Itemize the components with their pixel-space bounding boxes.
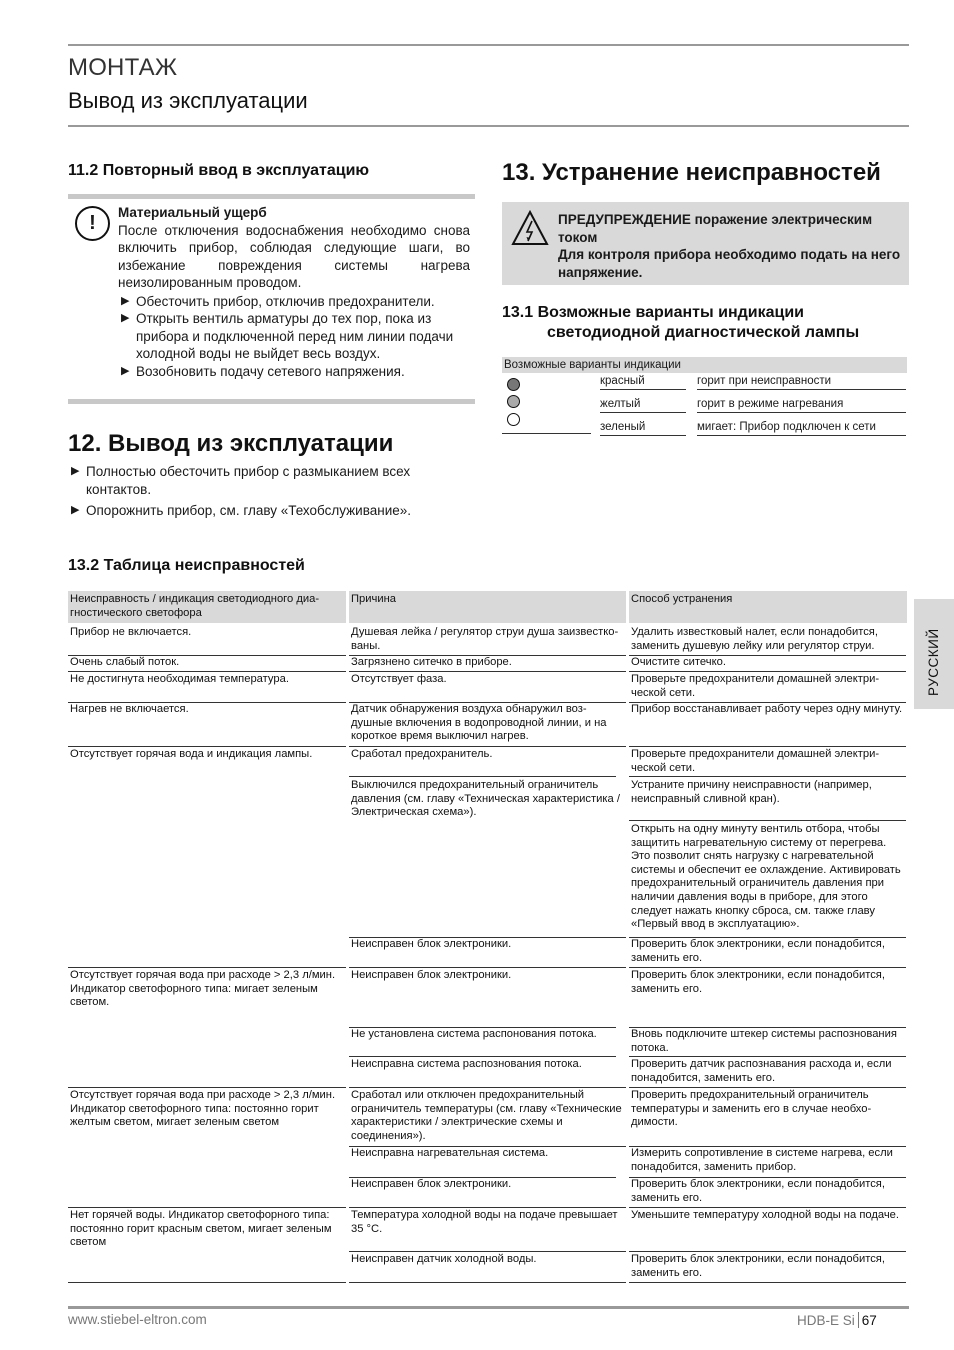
section-13-1-heading: 13.1 Возможные варианты индикации светодиодной диагностической лампы	[502, 304, 860, 341]
row-rule	[349, 671, 626, 672]
remedy-cell: Проверить предохранительный ограничитель температуры и заменить его в случае необходимости.	[631, 1089, 872, 1129]
list-item: ▶ Опорожнить прибор, см. главу «Техобслуживание».	[71, 503, 411, 518]
remedy-cell: Уменьшите температуру холодной воды на подаче.	[631, 1209, 900, 1221]
row-rule	[349, 746, 626, 747]
row-rule	[697, 435, 906, 436]
arrow-right-icon: ▶	[121, 312, 130, 324]
row-rule	[629, 671, 906, 672]
cause-cell: Неисправен датчик холодной воды.	[351, 1253, 537, 1265]
row-rule	[629, 1282, 906, 1283]
row-rule	[600, 435, 686, 436]
led-green-icon	[507, 413, 520, 426]
cause-cell: Неисправна система распознования потока.	[351, 1058, 582, 1070]
remedy-cell: Проверить блок электроники, если понадобится, заменить его.	[631, 938, 885, 964]
cause-cell: Сработал предохранитель.	[351, 748, 493, 760]
row-rule	[629, 746, 906, 747]
cause-cell: Выключился предохранительный ограничитель давления (см. главу «Техническая характеристика / Электрическая схема»).	[351, 779, 620, 819]
indication-color: желтый	[600, 398, 641, 410]
section-12-heading: 12. Вывод из эксплуатации	[68, 430, 394, 457]
cause-cell: Сработал или отключен предохранительный ограничитель температуры (см. главу «Технические характеристики / электрические схемы и соединения»).	[351, 1089, 622, 1142]
remedy-cell: Проверить датчик распознавания расхода и, если понадобится, заменить его.	[631, 1058, 892, 1084]
section-13-heading: 13. Устранение неисправностей	[502, 159, 881, 186]
row-rule	[629, 1251, 906, 1252]
row-rule	[68, 1087, 346, 1088]
row-rule	[697, 412, 906, 413]
indication-color: зеленый	[600, 421, 646, 433]
row-rule	[629, 1207, 906, 1208]
fault-cell: Не достигнута необходимая температура.	[70, 673, 289, 685]
remedy-cell: Очистите ситечко.	[631, 656, 726, 668]
section-13-2-heading: 13.2 Таблица неисправностей	[68, 557, 305, 574]
row-rule	[68, 746, 346, 747]
fault-cell: Прибор не включается.	[70, 626, 192, 638]
indication-state: мигает: Прибор подключен к сети	[697, 421, 876, 433]
language-tab	[914, 599, 954, 709]
row-rule	[629, 967, 906, 968]
remedy-cell: Измерить сопротивление в системе нагрева, если понадобится, заменить прибор.	[631, 1147, 893, 1173]
row-rule	[349, 1251, 626, 1252]
notice-body: После отключения водоснабжения необходимо снова включить прибор, соблюдая следующие шаги, во избежание повреждения системы нагрева неизолированным проводом.	[118, 222, 470, 290]
cause-cell: Температура холодной воды на подаче превышает 35 °C.	[351, 1209, 618, 1235]
row-rule	[68, 1282, 346, 1283]
column-header-remedy: Способ устранения	[631, 593, 733, 605]
language-tab-label: РУССКИЙ	[926, 628, 941, 696]
section-11-2-heading: 11.2 Повторный ввод в эксплуатацию	[68, 162, 370, 179]
notice-bullet: ▶ Открыть вентиль арматуры до тех пор, пока из прибора и подключенной перед ним линии подачи холодной воды не выйдет весь воздух.	[121, 311, 454, 361]
fault-cell: Нагрев не включается.	[70, 703, 189, 715]
footer-rule	[68, 1306, 909, 1309]
arrow-right-icon: ▶	[71, 504, 80, 516]
high-voltage-warning-icon	[511, 210, 549, 246]
fault-cell: Отсутствует горячая вода при расходе > 2,3 л/мин. Индикатор светофорного типа: постоянно горит желтым светом, мигает зеленым светом	[70, 1089, 336, 1129]
indication-state: горит при неисправности	[697, 375, 832, 387]
section-12-list	[68, 463, 463, 520]
cause-cell: Загрязнено ситечко в приборе.	[351, 656, 512, 668]
notice-bullet: ▶ Возобновить подачу сетевого напряжения.	[121, 363, 405, 379]
indication-table-header: Возможные варианты индикации	[502, 357, 907, 373]
column-header-fault: Неисправность / индикация светодиодного диагностического светофора	[70, 593, 320, 619]
remedy-cell: Проверьте предохранители домашней электрической сети.	[631, 673, 880, 699]
warning-text	[558, 211, 904, 281]
remedy-cell: Устраните причину неисправности (например, неисправный сливной кран).	[631, 779, 872, 805]
remedy-cell: Проверьте предохранители домашней электрической сети.	[631, 748, 880, 774]
cause-cell: Не установлена система распонования потока.	[351, 1028, 597, 1040]
cause-cell: Отсутствует фаза.	[351, 673, 447, 685]
arrow-right-icon: ▶	[121, 364, 130, 377]
notice-top-bar	[68, 194, 475, 199]
remedy-cell: Удалить известковый налет, если понадобится, заменить душевую лейку или регулятор струи.	[631, 626, 878, 652]
cause-cell: Неисправен блок электроники.	[351, 969, 512, 981]
notice-text	[118, 204, 470, 380]
row-rule	[629, 1087, 906, 1088]
fault-cell: Очень слабый поток.	[70, 656, 180, 668]
row-rule	[349, 1207, 626, 1208]
arrow-right-icon: ▶	[121, 294, 130, 307]
row-rule	[600, 389, 686, 390]
cause-cell: Датчик обнаружения воздуха обнаружил воздушные включения в водопроводной линии, и на короткое время выключил нагрев.	[351, 703, 607, 743]
arrow-right-icon: ▶	[71, 465, 80, 477]
remedy-cell: Проверить блок электроники, если понадобится, заменить его.	[631, 969, 885, 995]
row-rule	[349, 1282, 626, 1283]
fault-cell: Отсутствует горячая вода и индикация лампы.	[70, 748, 313, 760]
notice-title: Материальный ущерб	[118, 205, 267, 220]
cause-cell: Неисправна нагревательная система.	[351, 1147, 549, 1159]
remedy-cell: Прибор восстанавливает работу через одну минуту.	[631, 703, 903, 715]
row-rule	[629, 820, 906, 821]
material-damage-notice	[68, 194, 475, 404]
list-item: ▶ Полностью обесточить прибор с размыканием всех контактов.	[71, 464, 411, 497]
remedy-cell: Открыть на одну минуту вентиль отбора, чтобы защитить нагревательную систему от перегрева. Это позволит снять нагрузку с нагревательной системы и обеспечит ее охлаждение. Активировать предохранительный ограничитель давления при наличии давления воды в приборе, для этого следует нажать кнопку сброса, см. также главу «Первый ввод в эксплуатацию».	[631, 823, 901, 931]
row-rule	[349, 776, 616, 777]
row-rule	[629, 776, 906, 777]
row-rule	[697, 389, 906, 390]
cause-cell: Душевая лейка / регулятор струи душа заизвесткованы.	[351, 626, 619, 652]
header-bottom-rule	[68, 125, 909, 127]
indication-led-rule	[502, 433, 591, 434]
chapter-title: МОНТАЖ	[68, 54, 178, 81]
footer-url: www.stiebel-eltron.com	[68, 1312, 207, 1327]
row-rule	[349, 1056, 616, 1057]
warning-line-2: Для контроля прибора необходимо подать на него напряжение.	[558, 247, 901, 280]
row-rule	[349, 1087, 626, 1088]
row-rule	[68, 671, 346, 672]
footer-page-info	[797, 1312, 877, 1328]
led-yellow-icon	[507, 395, 520, 408]
footer-separator	[858, 1312, 859, 1328]
row-rule	[68, 967, 346, 968]
chapter-subtitle: Вывод из эксплуатации	[68, 88, 308, 113]
footer-model: HDB-E Si	[797, 1313, 855, 1328]
cause-cell: Неисправен блок электроники.	[351, 938, 512, 950]
electric-shock-warning	[502, 202, 909, 285]
exclamation-circle-icon: !	[75, 206, 110, 241]
row-rule	[600, 412, 686, 413]
fault-cell: Отсутствует горячая вода при расходе > 2,3 л/мин. Индикатор светофорного типа: мигает зеленым светом.	[70, 969, 336, 1009]
fault-cell: Нет горячей воды. Индикатор светофорного типа: постоянно горит красным светом, мигает зеленым светом	[70, 1209, 332, 1249]
remedy-cell: Проверить блок электроники, если понадобится, заменить его.	[631, 1178, 885, 1204]
row-rule	[629, 1056, 906, 1057]
row-rule	[68, 1207, 346, 1208]
column-header-cause: Причина	[351, 593, 396, 605]
warning-line-1: ПРЕДУПРЕЖДЕНИЕ поражение электрическим током	[558, 212, 873, 245]
remedy-cell: Проверить блок электроники, если понадобится, заменить его.	[631, 1253, 885, 1279]
row-rule	[349, 967, 626, 968]
indication-state: горит в режиме нагревания	[697, 398, 844, 410]
page-number: 67	[861, 1313, 877, 1328]
indication-color: красный	[600, 375, 645, 387]
led-red-icon	[507, 378, 520, 391]
notice-bottom-bar	[68, 399, 475, 404]
remedy-cell: Вновь подключите штекер системы распознования потока.	[631, 1028, 897, 1054]
notice-bullet: ▶ Обесточить прибор, отключив предохранители.	[121, 293, 435, 309]
cause-cell: Неисправен блок электроники.	[351, 1178, 512, 1190]
header-top-rule	[68, 44, 909, 46]
